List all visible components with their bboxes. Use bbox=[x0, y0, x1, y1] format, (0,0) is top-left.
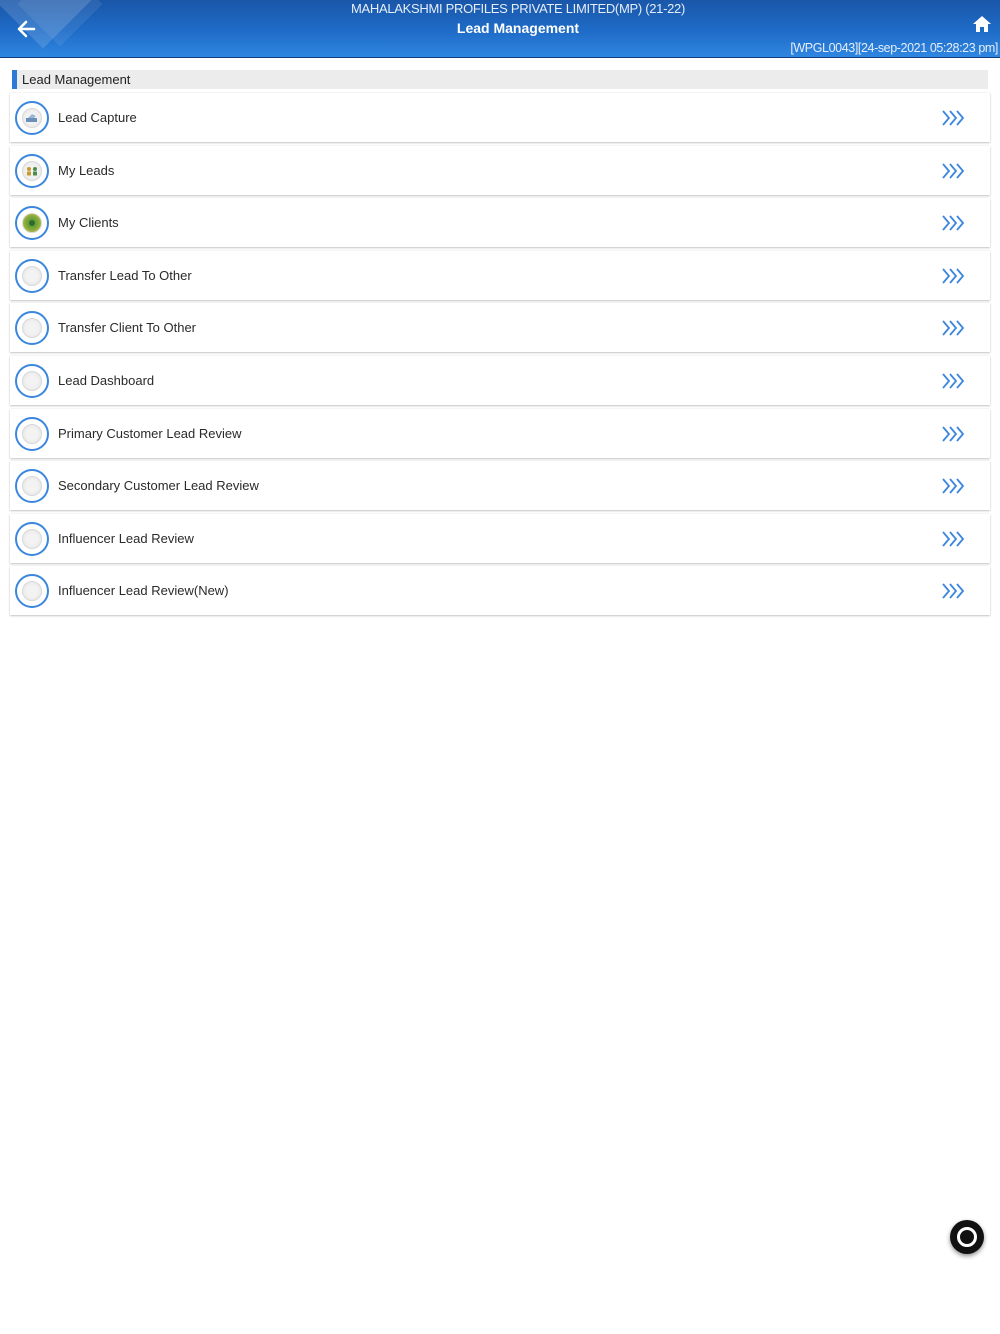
generic-icon bbox=[15, 417, 49, 451]
generic-icon bbox=[15, 574, 49, 608]
people-icon bbox=[15, 154, 49, 188]
client-icon bbox=[15, 206, 49, 240]
chevron-right-icon bbox=[940, 109, 968, 127]
chevron-right-icon bbox=[940, 162, 968, 180]
section-title: Lead Management bbox=[12, 70, 988, 89]
menu-item-lead-dashboard[interactable] bbox=[10, 356, 990, 405]
session-info: [WPGL0043][24-sep-2021 05:28:23 pm] bbox=[790, 41, 998, 55]
home-icon bbox=[970, 12, 994, 36]
menu-item-influencer-lead-review[interactable] bbox=[10, 514, 990, 563]
home-button[interactable] bbox=[970, 12, 994, 36]
generic-icon bbox=[15, 522, 49, 556]
page-title: Lead Management bbox=[456, 20, 580, 36]
generic-icon bbox=[15, 469, 49, 503]
menu-item-my-leads[interactable] bbox=[10, 146, 990, 195]
menu-list bbox=[10, 93, 990, 619]
menu-item-lead-capture[interactable] bbox=[10, 93, 990, 142]
chevron-right-icon bbox=[940, 267, 968, 285]
menu-item-label: My Leads bbox=[58, 162, 115, 178]
menu-item-label: Influencer Lead Review(New) bbox=[58, 583, 229, 599]
menu-item-label: Lead Capture bbox=[58, 110, 137, 125]
chevron-right-icon bbox=[940, 530, 968, 548]
chevron-right-icon bbox=[940, 425, 968, 443]
menu-item-label: Transfer Client To Other bbox=[58, 320, 196, 336]
menu-item-transfer-lead[interactable] bbox=[10, 251, 990, 300]
chevron-right-icon bbox=[940, 582, 968, 600]
chevron-right-icon bbox=[940, 319, 968, 337]
menu-item-my-clients[interactable] bbox=[10, 198, 990, 247]
menu-item-label: Transfer Lead To Other bbox=[58, 267, 192, 283]
floating-action-button[interactable] bbox=[950, 1220, 984, 1254]
menu-item-primary-customer-lead-review[interactable] bbox=[10, 409, 990, 458]
menu-item-label: My Clients bbox=[58, 215, 119, 231]
chevron-right-icon bbox=[940, 477, 968, 495]
chevron-right-icon bbox=[940, 214, 968, 232]
generic-icon bbox=[15, 364, 49, 398]
menu-item-label: Secondary Customer Lead Review bbox=[58, 478, 259, 494]
menu-item-transfer-client[interactable] bbox=[10, 303, 990, 352]
menu-item-label: Influencer Lead Review bbox=[58, 530, 194, 546]
lead-capture-icon bbox=[15, 101, 49, 135]
app-header bbox=[0, 0, 1000, 58]
menu-item-label: Lead Dashboard bbox=[58, 372, 155, 388]
circle-icon bbox=[957, 1227, 977, 1247]
menu-item-secondary-customer-lead-review[interactable] bbox=[10, 461, 990, 510]
company-name: MAHALAKSHMI PROFILES PRIVATE LIMITED(MP) (21-22) bbox=[350, 1, 686, 16]
generic-icon bbox=[15, 259, 49, 293]
menu-item-influencer-lead-review-new[interactable] bbox=[10, 566, 990, 615]
generic-icon bbox=[15, 311, 49, 345]
menu-item-label: Primary Customer Lead Review bbox=[58, 425, 242, 441]
chevron-right-icon bbox=[940, 372, 968, 390]
